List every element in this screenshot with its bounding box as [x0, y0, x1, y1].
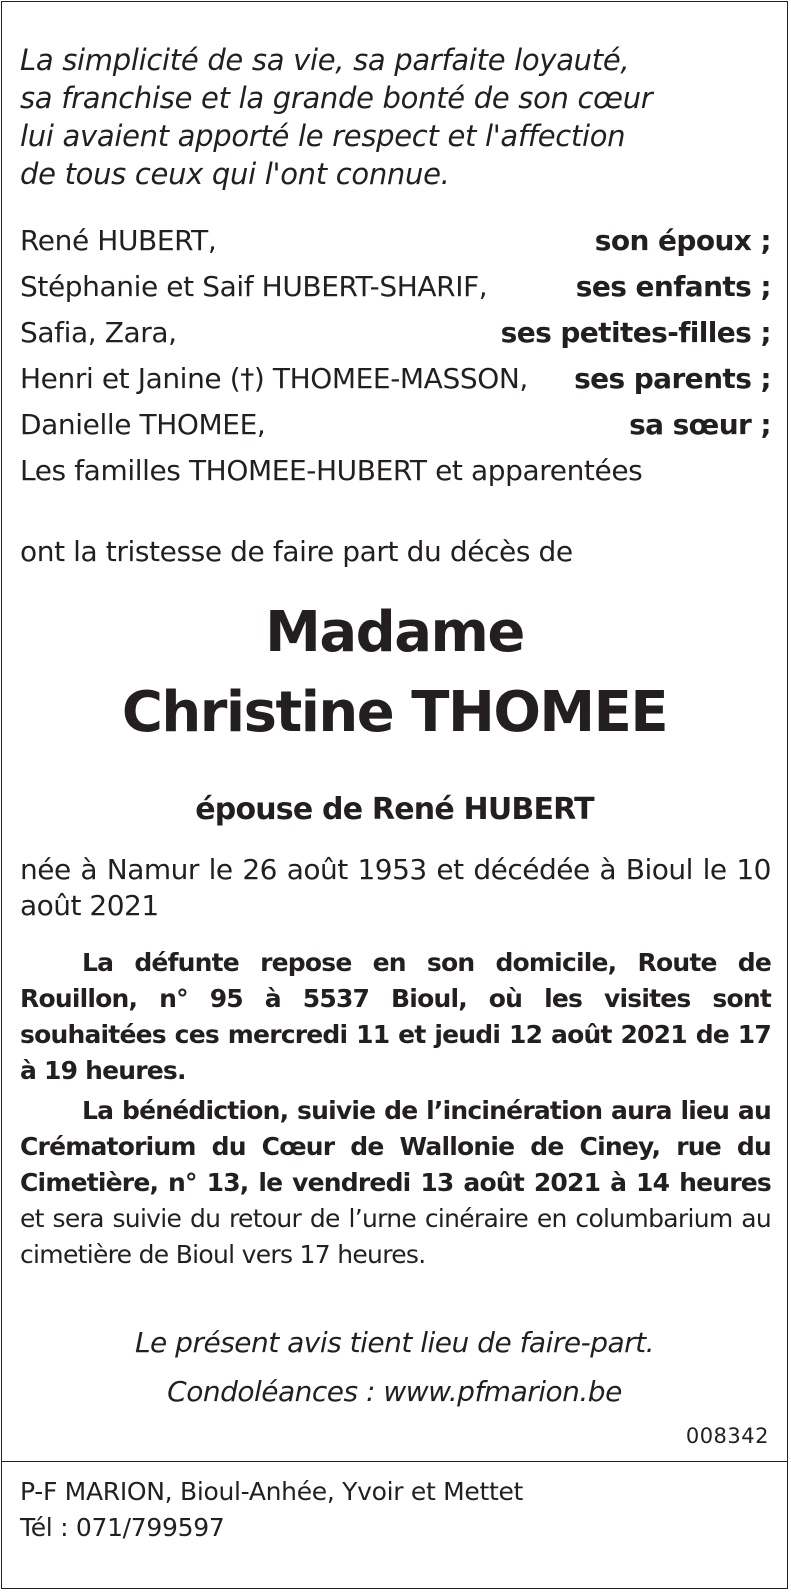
- quote-line: sa franchise et la grande bonté de son cœur: [20, 81, 653, 115]
- family-relation: ses parents ;: [574, 362, 771, 395]
- family-row: [20, 408, 771, 454]
- condolences-link: Condoléances : www.pfmarion.be: [167, 1375, 622, 1408]
- family-list: [20, 224, 771, 500]
- family-row: [20, 362, 771, 408]
- ceremony-text: et sera suivie du retour de l’urne cinéraire en columbarium au cimetière de Bioul vers 17 heures.: [20, 1204, 771, 1269]
- family-row: [20, 270, 771, 316]
- funeral-home-name: P-F MARION, Bioul-Anhée, Yvoir et Mettet: [20, 1477, 524, 1506]
- announcement-text: ont la tristesse de faire part du décès de: [20, 535, 573, 568]
- epitaph-quote: [20, 41, 740, 193]
- family-member-name: Danielle THOMEE,: [20, 408, 266, 441]
- family-relation: son époux ;: [594, 224, 771, 257]
- funeral-home-footer: [20, 1474, 523, 1546]
- wake-paragraph: [20, 945, 771, 1089]
- family-relation: sa sœur ;: [629, 408, 771, 441]
- funeral-home-phone: Tél : 071/799597: [20, 1513, 225, 1542]
- birth-death-paragraph: née à Namur le 26 août 1953 et décédée à Bioul le 10 août 2021: [20, 853, 771, 922]
- wake-text: La défunte repose en son domicile, Route de Rouillon, n° 95 à 5537 Bioul, où les visites sont souhaitées ces mercredi 11 et jeudi 12 août 2021 de 17 à 19 heures.: [20, 948, 771, 1085]
- ceremony-bold-text: La bénédiction, suivie de l’incinération aura lieu au Crématorium du Cœur de Wallonie de Ciney, rue du Cimetière, n° 13, le vendredi 13 août 2021 à 14 heures: [20, 1096, 771, 1197]
- family-member-name: Safia, Zara,: [20, 316, 177, 349]
- ceremony-paragraph: [20, 1093, 771, 1273]
- closing-note: Le présent avis tient lieu de faire-part.: [134, 1326, 655, 1359]
- deceased-name: Christine THOMEE: [121, 680, 668, 745]
- quote-line: de tous ceux qui l'ont connue.: [20, 157, 450, 191]
- family-row: [20, 454, 771, 500]
- deceased-title: Madame: [265, 600, 524, 665]
- family-member-name: Stéphanie et Saif HUBERT-SHARIF,: [20, 270, 488, 303]
- family-row: [20, 316, 771, 362]
- footer-divider: [2, 1461, 787, 1462]
- family-member-name: Henri et Janine (†) THOMEE-MASSON,: [20, 362, 528, 395]
- family-member-name: René HUBERT,: [20, 224, 217, 257]
- quote-line: La simplicité de sa vie, sa parfaite loyauté,: [20, 43, 630, 77]
- family-relation: ses petites-filles ;: [500, 316, 771, 349]
- deceased-spouse: épouse de René HUBERT: [195, 792, 594, 827]
- family-member-name: Les familles THOMEE-HUBERT et apparentées: [20, 454, 643, 487]
- family-row: [20, 224, 771, 270]
- family-relation: ses enfants ;: [575, 270, 771, 303]
- reference-number: 008342: [685, 1424, 769, 1448]
- quote-line: lui avaient apporté le respect et l'affection: [20, 119, 626, 153]
